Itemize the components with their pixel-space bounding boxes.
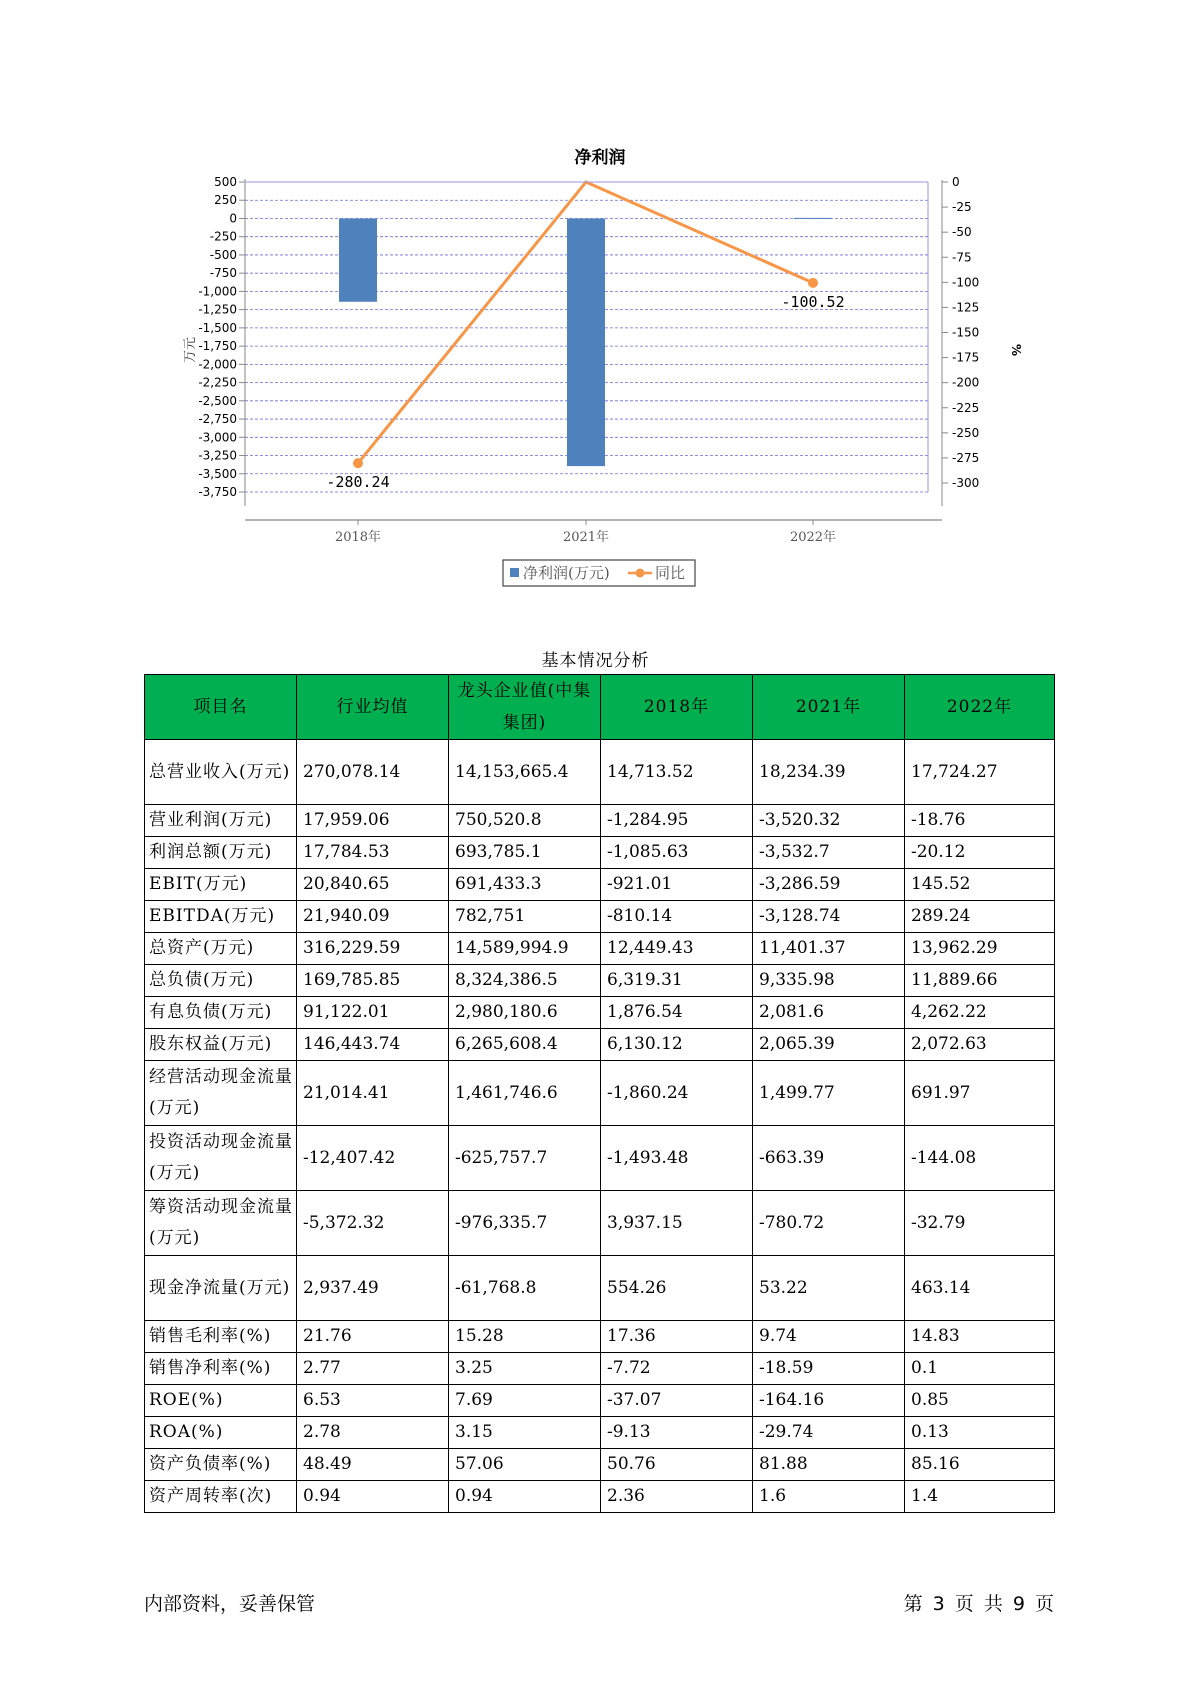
value-cell: 57.06 bbox=[449, 1449, 601, 1481]
value-cell: 2,980,180.6 bbox=[449, 997, 601, 1029]
y2-tick-label: -275 bbox=[952, 450, 980, 465]
value-cell: 9.74 bbox=[753, 1321, 905, 1353]
legend-bar-label: 净利润(万元) bbox=[523, 564, 610, 582]
row-label-cell: 销售毛利率(%) bbox=[145, 1321, 297, 1353]
value-cell: -921.01 bbox=[601, 869, 753, 901]
table-row bbox=[145, 1029, 1055, 1061]
value-cell: 11,889.66 bbox=[905, 965, 1055, 997]
table-body bbox=[145, 740, 1055, 1513]
value-cell: 0.13 bbox=[905, 1417, 1055, 1449]
row-label-cell: 筹资活动现金流量(万元) bbox=[145, 1191, 297, 1256]
row-label-cell: 经营活动现金流量(万元) bbox=[145, 1061, 297, 1126]
value-cell: -3,520.32 bbox=[753, 805, 905, 837]
y-axis-label: 万元 bbox=[183, 336, 198, 364]
value-cell: -29.74 bbox=[753, 1417, 905, 1449]
y-tick-label: -750 bbox=[209, 266, 237, 281]
value-cell: 691.97 bbox=[905, 1061, 1055, 1126]
header-2022: 2022年 bbox=[905, 675, 1055, 740]
y-tick-label: -1,250 bbox=[198, 302, 237, 317]
value-cell: 0.94 bbox=[297, 1481, 449, 1513]
header-2021: 2021年 bbox=[753, 675, 905, 740]
y-tick-label: 250 bbox=[214, 193, 237, 208]
header-2018: 2018年 bbox=[601, 675, 753, 740]
yoy-point bbox=[808, 278, 818, 288]
value-cell: -663.39 bbox=[753, 1126, 905, 1191]
legend-line-label: 同比 bbox=[655, 564, 686, 582]
row-label-cell: 总负债(万元) bbox=[145, 965, 297, 997]
value-cell: 7.69 bbox=[449, 1385, 601, 1417]
chart-legend bbox=[503, 560, 695, 586]
row-label-cell: 利润总额(万元) bbox=[145, 837, 297, 869]
value-cell: 9,335.98 bbox=[753, 965, 905, 997]
y-tick-label: -2,750 bbox=[198, 412, 237, 427]
header-leader-value: 龙头企业值(中集集团) bbox=[449, 675, 601, 740]
value-cell: -5,372.32 bbox=[297, 1191, 449, 1256]
value-cell: -37.07 bbox=[601, 1385, 753, 1417]
value-cell: -780.72 bbox=[753, 1191, 905, 1256]
value-cell: 750,520.8 bbox=[449, 805, 601, 837]
yoy-point bbox=[353, 458, 363, 468]
value-cell: 2,072.63 bbox=[905, 1029, 1055, 1061]
value-cell: 1,461,746.6 bbox=[449, 1061, 601, 1126]
legend-line-marker bbox=[636, 569, 645, 578]
value-cell: 53.22 bbox=[753, 1256, 905, 1321]
row-label-cell: 投资活动现金流量(万元) bbox=[145, 1126, 297, 1191]
table-row bbox=[145, 1353, 1055, 1385]
value-cell: 1,499.77 bbox=[753, 1061, 905, 1126]
value-cell: -1,493.48 bbox=[601, 1126, 753, 1191]
row-label-cell: ROA(%) bbox=[145, 1417, 297, 1449]
y2-tick-label: -300 bbox=[952, 476, 980, 490]
value-cell: 11,401.37 bbox=[753, 933, 905, 965]
table-row bbox=[145, 997, 1055, 1029]
value-cell: 21,940.09 bbox=[297, 901, 449, 933]
value-cell: 12,449.43 bbox=[601, 933, 753, 965]
value-cell: -144.08 bbox=[905, 1126, 1055, 1191]
y2-tick-label: -25 bbox=[952, 200, 972, 215]
y-tick-label: -2,500 bbox=[198, 393, 237, 408]
value-cell: 0.85 bbox=[905, 1385, 1055, 1417]
value-cell: 17.36 bbox=[601, 1321, 753, 1353]
row-label-cell: 有息负债(万元) bbox=[145, 997, 297, 1029]
data-label: -100.52 bbox=[781, 292, 845, 311]
value-cell: -32.79 bbox=[905, 1191, 1055, 1256]
value-cell: 6.53 bbox=[297, 1385, 449, 1417]
row-label-cell: ROE(%) bbox=[145, 1385, 297, 1417]
footer-confidential-note: 内部资料，妥善保管 bbox=[144, 1593, 316, 1615]
value-cell: -20.12 bbox=[905, 837, 1055, 869]
value-cell: -1,860.24 bbox=[601, 1061, 753, 1126]
value-cell: 3.25 bbox=[449, 1353, 601, 1385]
header-item-name: 项目名 bbox=[145, 675, 297, 740]
table-row bbox=[145, 901, 1055, 933]
y-tick-label: -1,500 bbox=[198, 320, 237, 335]
value-cell: 316,229.59 bbox=[297, 933, 449, 965]
y2-tick-label: 0 bbox=[952, 175, 960, 189]
value-cell: 17,959.06 bbox=[297, 805, 449, 837]
table-row bbox=[145, 1481, 1055, 1513]
y-tick-label: -3,250 bbox=[198, 448, 237, 463]
value-cell: 14,713.52 bbox=[601, 740, 753, 805]
bar bbox=[567, 218, 605, 466]
data-label: -280.24 bbox=[326, 473, 390, 492]
value-cell: -976,335.7 bbox=[449, 1191, 601, 1256]
row-label-cell: 总营业收入(万元) bbox=[145, 740, 297, 805]
value-cell: 146,443.74 bbox=[297, 1029, 449, 1061]
row-label-cell: 资产负债率(%) bbox=[145, 1449, 297, 1481]
value-cell: 2.36 bbox=[601, 1481, 753, 1513]
value-cell: -3,128.74 bbox=[753, 901, 905, 933]
y2-tick-label: -225 bbox=[952, 400, 980, 415]
value-cell: -3,286.59 bbox=[753, 869, 905, 901]
value-cell: 91,122.01 bbox=[297, 997, 449, 1029]
y2-tick-label: -75 bbox=[952, 250, 972, 265]
x-tick-label: 2018年 bbox=[334, 530, 382, 545]
bar bbox=[794, 218, 832, 219]
value-cell: 4,262.22 bbox=[905, 997, 1055, 1029]
value-cell: 20,840.65 bbox=[297, 869, 449, 901]
y-tick-label: -500 bbox=[209, 247, 237, 262]
table-caption: 基本情况分析 bbox=[541, 651, 650, 671]
y-tick-label: -3,500 bbox=[198, 466, 237, 481]
value-cell: 2,081.6 bbox=[753, 997, 905, 1029]
y2-tick-label: -200 bbox=[952, 375, 980, 390]
header-industry-avg: 行业均值 bbox=[297, 675, 449, 740]
value-cell: 21,014.41 bbox=[297, 1061, 449, 1126]
value-cell: 2.78 bbox=[297, 1417, 449, 1449]
y-tick-label: 500 bbox=[214, 175, 237, 189]
value-cell: 0.94 bbox=[449, 1481, 601, 1513]
value-cell: 2.77 bbox=[297, 1353, 449, 1385]
value-cell: 3.15 bbox=[449, 1417, 601, 1449]
value-cell: 8,324,386.5 bbox=[449, 965, 601, 997]
table-row bbox=[145, 1385, 1055, 1417]
table-header-row bbox=[145, 675, 1055, 740]
row-label-cell: 营业利润(万元) bbox=[145, 805, 297, 837]
value-cell: 18,234.39 bbox=[753, 740, 905, 805]
value-cell: 6,130.12 bbox=[601, 1029, 753, 1061]
footer-page-number: 第 3 页 共 9 页 bbox=[903, 1593, 1054, 1615]
value-cell: -1,284.95 bbox=[601, 805, 753, 837]
net-profit-chart bbox=[0, 0, 1191, 620]
y2-axis-label: % bbox=[1009, 343, 1023, 357]
table-row bbox=[145, 965, 1055, 997]
value-cell: 15.28 bbox=[449, 1321, 601, 1353]
value-cell: 169,785.85 bbox=[297, 965, 449, 997]
value-cell: 6,265,608.4 bbox=[449, 1029, 601, 1061]
row-label-cell: EBITDA(万元) bbox=[145, 901, 297, 933]
chart-title: 净利润 bbox=[574, 148, 626, 168]
y-tick-label: -1,000 bbox=[198, 284, 237, 299]
table-row bbox=[145, 1126, 1055, 1191]
value-cell: 782,751 bbox=[449, 901, 601, 933]
value-cell: 3,937.15 bbox=[601, 1191, 753, 1256]
value-cell: -12,407.42 bbox=[297, 1126, 449, 1191]
value-cell: 21.76 bbox=[297, 1321, 449, 1353]
table-row bbox=[145, 933, 1055, 965]
table-row bbox=[145, 1449, 1055, 1481]
value-cell: -810.14 bbox=[601, 901, 753, 933]
value-cell: 14.83 bbox=[905, 1321, 1055, 1353]
table-row bbox=[145, 1321, 1055, 1353]
value-cell: 554.26 bbox=[601, 1256, 753, 1321]
value-cell: 1.6 bbox=[753, 1481, 905, 1513]
y2-tick-label: -50 bbox=[952, 225, 972, 240]
table-row bbox=[145, 869, 1055, 901]
value-cell: -61,768.8 bbox=[449, 1256, 601, 1321]
x-tick-label: 2021年 bbox=[562, 530, 610, 545]
row-label-cell: 总资产(万元) bbox=[145, 933, 297, 965]
y2-tick-label: -150 bbox=[952, 325, 980, 340]
table-row bbox=[145, 1417, 1055, 1449]
row-label-cell: 现金净流量(万元) bbox=[145, 1256, 297, 1321]
value-cell: 2,937.49 bbox=[297, 1256, 449, 1321]
value-cell: -18.76 bbox=[905, 805, 1055, 837]
legend-bar-swatch bbox=[510, 568, 519, 577]
table-row bbox=[145, 1061, 1055, 1126]
value-cell: 14,589,994.9 bbox=[449, 933, 601, 965]
value-cell: 693,785.1 bbox=[449, 837, 601, 869]
table-row bbox=[145, 1191, 1055, 1256]
y2-tick-label: -175 bbox=[952, 350, 980, 365]
value-cell: 0.1 bbox=[905, 1353, 1055, 1385]
table-row bbox=[145, 837, 1055, 869]
value-cell: 50.76 bbox=[601, 1449, 753, 1481]
row-label-cell: EBIT(万元) bbox=[145, 869, 297, 901]
y-tick-label: -1,750 bbox=[198, 339, 237, 354]
y2-tick-label: -125 bbox=[952, 300, 980, 315]
value-cell: -3,532.7 bbox=[753, 837, 905, 869]
value-cell: 48.49 bbox=[297, 1449, 449, 1481]
row-label-cell: 股东权益(万元) bbox=[145, 1029, 297, 1061]
y-tick-label: -3,000 bbox=[198, 430, 237, 445]
value-cell: -7.72 bbox=[601, 1353, 753, 1385]
value-cell: 1.4 bbox=[905, 1481, 1055, 1513]
table-row bbox=[145, 805, 1055, 837]
value-cell: -164.16 bbox=[753, 1385, 905, 1417]
value-cell: -18.59 bbox=[753, 1353, 905, 1385]
value-cell: 85.16 bbox=[905, 1449, 1055, 1481]
table-row bbox=[145, 740, 1055, 805]
basic-analysis-table bbox=[144, 674, 1055, 1513]
value-cell: 17,784.53 bbox=[297, 837, 449, 869]
x-tick-label: 2022年 bbox=[789, 530, 837, 545]
value-cell: 463.14 bbox=[905, 1256, 1055, 1321]
value-cell: 145.52 bbox=[905, 869, 1055, 901]
y-tick-label: -3,750 bbox=[198, 485, 237, 499]
value-cell: 270,078.14 bbox=[297, 740, 449, 805]
value-cell: 14,153,665.4 bbox=[449, 740, 601, 805]
row-label-cell: 销售净利率(%) bbox=[145, 1353, 297, 1385]
y2-tick-label: -250 bbox=[952, 425, 980, 440]
y-tick-label: -2,000 bbox=[198, 357, 237, 372]
bar bbox=[339, 218, 377, 301]
value-cell: -625,757.7 bbox=[449, 1126, 601, 1191]
y-tick-label: -250 bbox=[209, 229, 237, 244]
value-cell: 2,065.39 bbox=[753, 1029, 905, 1061]
table-row bbox=[145, 1256, 1055, 1321]
y-tick-label: 0 bbox=[229, 211, 237, 226]
value-cell: 691,433.3 bbox=[449, 869, 601, 901]
value-cell: 6,319.31 bbox=[601, 965, 753, 997]
row-label-cell: 资产周转率(次) bbox=[145, 1481, 297, 1513]
value-cell: 81.88 bbox=[753, 1449, 905, 1481]
value-cell: -1,085.63 bbox=[601, 837, 753, 869]
value-cell: 17,724.27 bbox=[905, 740, 1055, 805]
value-cell: 13,962.29 bbox=[905, 933, 1055, 965]
value-cell: 289.24 bbox=[905, 901, 1055, 933]
value-cell: -9.13 bbox=[601, 1417, 753, 1449]
y2-tick-label: -100 bbox=[952, 275, 980, 290]
y-tick-label: -2,250 bbox=[198, 375, 237, 390]
value-cell: 1,876.54 bbox=[601, 997, 753, 1029]
